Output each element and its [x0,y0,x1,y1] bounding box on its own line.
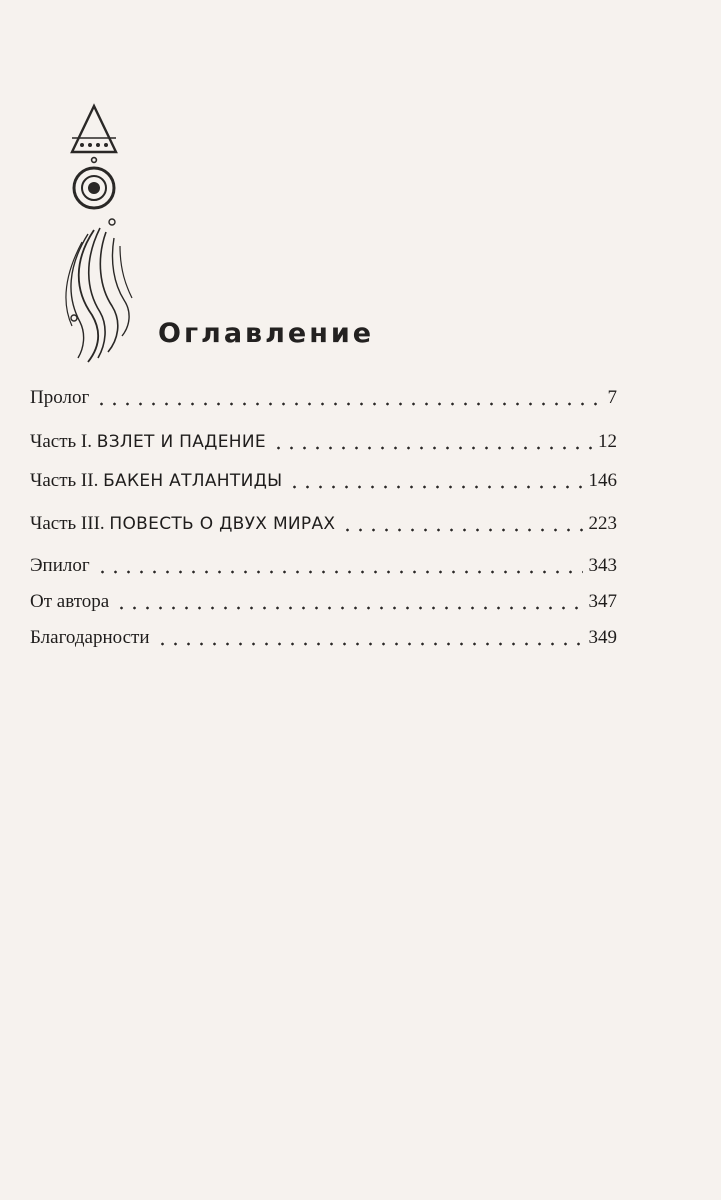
toc-page-number: 223 [588,513,617,534]
toc-entry-prefix: Эпилог [30,555,90,576]
dot-leader [286,472,582,490]
dot-leader [113,593,582,611]
toc-entry-epilogue[interactable] [30,548,617,578]
toc-entry-label [30,590,113,614]
toc-entry-prefix: Часть III. [30,513,110,534]
toc-entry-acknowledgements[interactable] [30,620,617,650]
toc-entry-title: ВЗЛЕТ И ПАДЕНИЕ [96,432,266,452]
toc-entry-prologue[interactable] [30,380,617,410]
toc-page-number: 12 [598,431,617,452]
toc-entry-title: БАКЕН АТЛАНТИДЫ [103,471,283,491]
decorative-ornament-icon [44,100,144,380]
ornament-svg [44,100,144,380]
dot-leader [339,515,582,533]
toc-entry-label [30,512,339,536]
dot-leader [154,629,583,647]
toc-entry-part-3[interactable] [30,506,617,536]
toc-entry-label [30,554,94,578]
toc-entry-label [30,469,286,493]
toc-page-number: 347 [588,591,617,612]
toc-page-number: 343 [588,555,617,576]
toc-entry-part-1[interactable] [30,424,617,454]
toc-entry-prefix: От автора [30,591,110,612]
dot-leader [93,389,601,407]
toc-entry-label [30,626,154,650]
toc-entry-author-note[interactable] [30,584,617,614]
toc-entry-prefix: Часть II. [30,470,104,491]
toc-page-number: 7 [607,387,617,408]
toc-page-number: 146 [588,470,617,491]
page-title: Оглавление [158,318,375,349]
toc-entry-prefix: Часть I. [30,431,97,452]
toc-entry-prefix: Пролог [30,387,90,408]
toc-entry-prefix: Благодарности [30,627,150,648]
toc-entry-label [30,430,270,454]
dot-leader [94,557,583,575]
toc-page-number: 349 [588,627,617,648]
toc-entry-label [30,386,93,410]
toc-entry-part-2[interactable] [30,463,617,493]
toc-entry-title: ПОВЕСТЬ О ДВУХ МИРАХ [109,514,336,534]
dot-leader [270,433,592,451]
